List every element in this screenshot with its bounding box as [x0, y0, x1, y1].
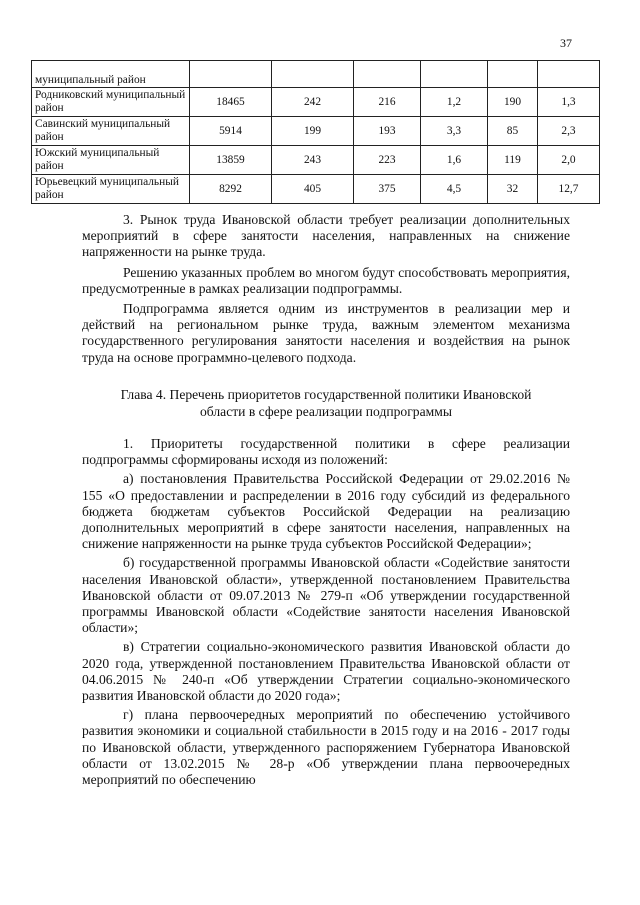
table-cell: 1,6 [421, 146, 488, 175]
table-cell: 12,7 [538, 175, 600, 204]
table-cell: 242 [272, 88, 354, 117]
list-item: в) Стратегии социально-экономического развития Ивановской области до 2020 года, утвержденной постановлением Правительства Ивановской области от 04.06.2015 № 240-п «Об утверждении Стратегии социально-экономического развития Ивановской области до 2020 года»; [82, 639, 570, 704]
table-row [32, 146, 600, 175]
region-cell: Юрьевецкий муниципальный район [32, 175, 190, 204]
paragraph: Решению указанных проблем во многом будут способствовать мероприятия, предусмотренные в рамках реализации подпрограммы. [82, 264, 570, 296]
table-row [32, 117, 600, 146]
table-cell: 2,3 [538, 117, 600, 146]
table-cell: 119 [488, 146, 538, 175]
table-cell: 2,0 [538, 146, 600, 175]
table-row [32, 61, 600, 88]
table-cell: 32 [488, 175, 538, 204]
paragraph: Подпрограмма является одним из инструментов в реализации мер и действий на региональном рынке труда, важным элементом механизма государственного регулирования занятости населения и воздействия на рынок труда на основе программно-целевого подхода. [82, 301, 570, 365]
region-cell: Савинский муниципальный район [32, 117, 190, 146]
table-cell: 18465 [190, 88, 272, 117]
table-cell: 4,5 [421, 175, 488, 204]
table-cell: 375 [354, 175, 421, 204]
table-cell [488, 61, 538, 88]
table-cell [190, 61, 272, 88]
list-item: 1. Приоритеты государственной политики в сфере реализации подпрограммы сформированы исходя из положений: [82, 436, 570, 468]
table-cell: 216 [354, 88, 421, 117]
table-cell: 223 [354, 146, 421, 175]
list-item: г) плана первоочередных мероприятий по обеспечению устойчивого развития экономики и социальной стабильности в 2015 году и на 2016 - 2017 годы по Ивановской области, утвержденного распоряжением Губернатора Ивановской области от 13.02.2015 № 28-р «Об утверждении плана первоочередных мероприятий по обеспечению [82, 707, 570, 788]
table-cell: 8292 [190, 175, 272, 204]
table-cell: 193 [354, 117, 421, 146]
statistics-table [31, 60, 600, 204]
table-cell: 3,3 [421, 117, 488, 146]
table-cell [272, 61, 354, 88]
body-text [82, 212, 570, 366]
chapter-heading-line: области в сфере реализации подпрограммы [200, 404, 452, 419]
list-item: а) постановления Правительства Российской Федерации от 29.02.2016 № 155 «О предоставлении и распределении в 2016 году субсидий из федерального бюджета бюджетам субъектов Российской Федерации на реализацию дополнительных мероприятий в сфере занятости населения, направленных на снижение напряженности на рынке труда субъектов Российской Федерации»; [82, 471, 570, 552]
table-cell: 190 [488, 88, 538, 117]
list-item: б) государственной программы Ивановской области «Содействие занятости населения Ивановской области», утвержденной постановлением Правительства Ивановской области от 09.07.2013 № 279-п «Об утверждении государственной программы Ивановской области «Содействие занятости населения Ивановской области»; [82, 555, 570, 636]
table-cell [538, 61, 600, 88]
page-number: 37 [560, 36, 572, 50]
chapter-heading-line: Глава 4. Перечень приоритетов государственной политики Ивановской [120, 387, 532, 402]
table-cell: 1,2 [421, 88, 488, 117]
region-cell: Южский муниципальный район [32, 146, 190, 175]
table-cell: 13859 [190, 146, 272, 175]
region-cell: Родниковский муниципальный район [32, 88, 190, 117]
region-cell: муниципальный район [32, 61, 190, 88]
priorities-list [82, 436, 570, 788]
table-cell: 243 [272, 146, 354, 175]
paragraph: 3. Рынок труда Ивановской области требует реализации дополнительных мероприятий в сфере занятости населения, направленных на снижение напряженности на рынке труда. [82, 212, 570, 260]
table-row [32, 88, 600, 117]
table-cell [354, 61, 421, 88]
table-cell: 1,3 [538, 88, 600, 117]
table-cell: 405 [272, 175, 354, 204]
table-cell [421, 61, 488, 88]
chapter-heading [82, 386, 570, 420]
table-cell: 5914 [190, 117, 272, 146]
table-row [32, 175, 600, 204]
table-cell: 199 [272, 117, 354, 146]
table-cell: 85 [488, 117, 538, 146]
